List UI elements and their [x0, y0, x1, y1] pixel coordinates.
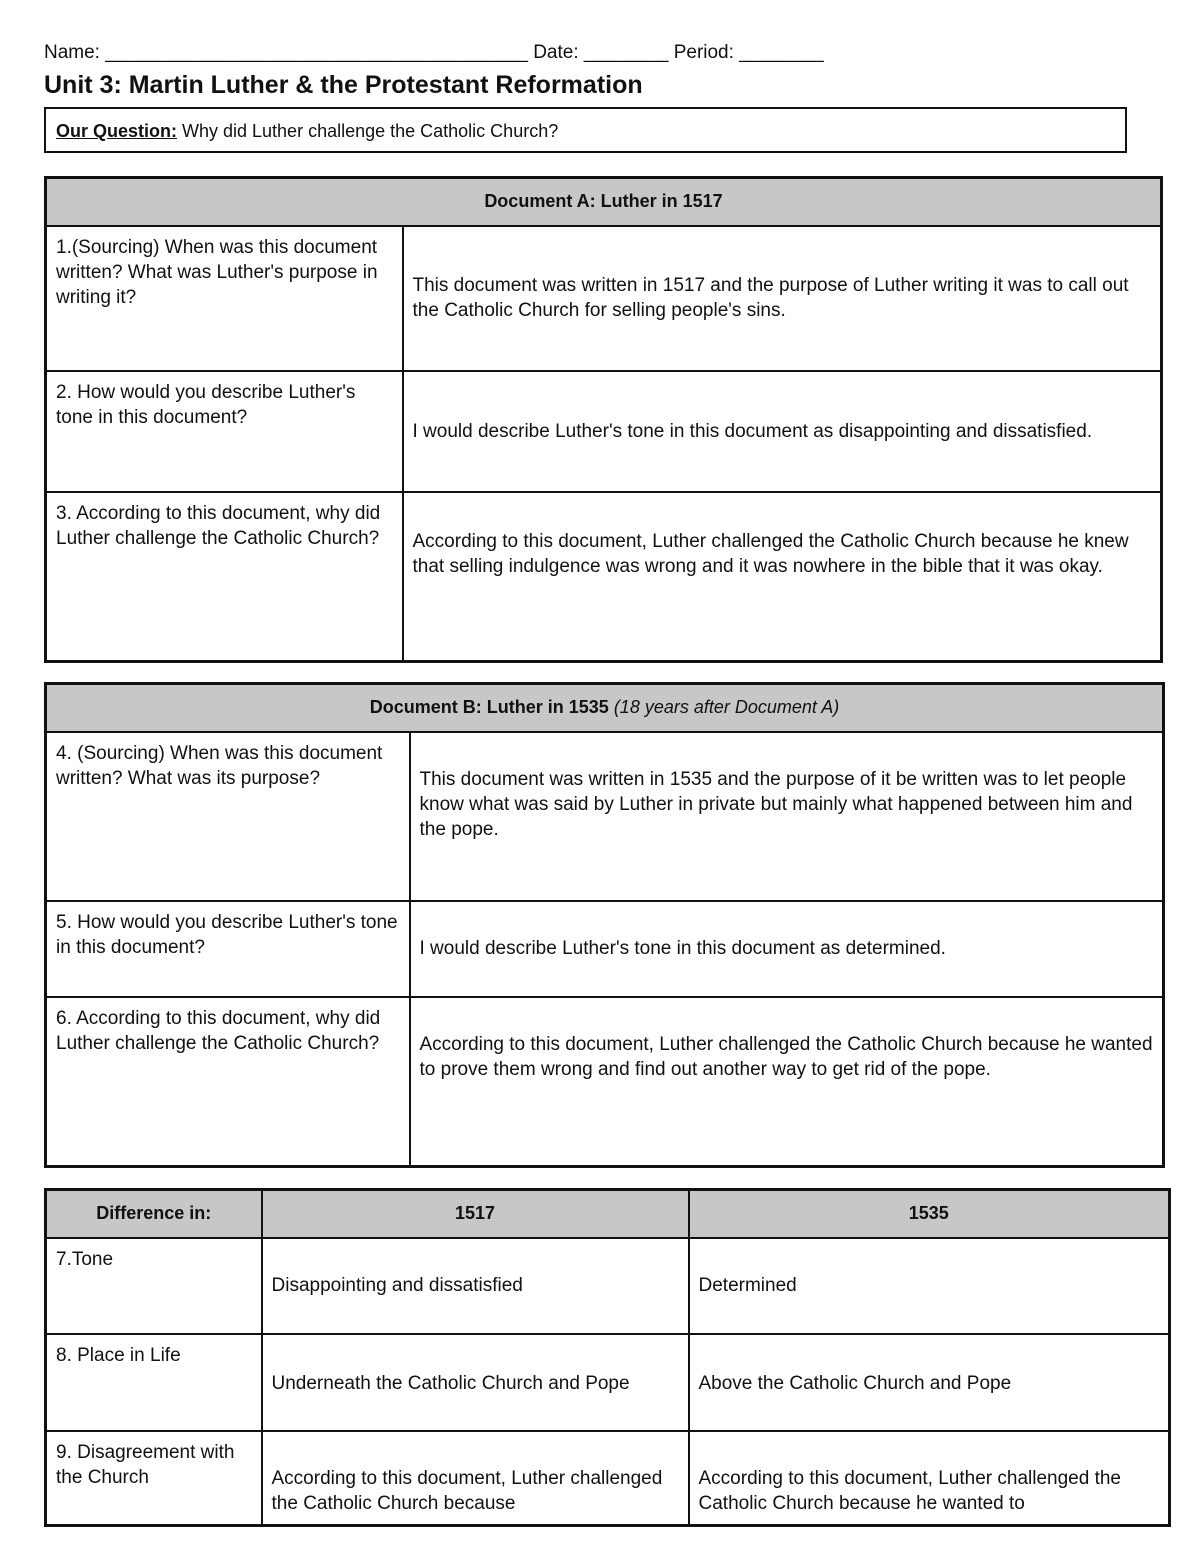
question-text: Why did Luther challenge the Catholic Church?: [177, 121, 559, 141]
name-date-period-line: Name: ________________________________________ Date: ________ Period: ________: [44, 42, 824, 63]
answer-6[interactable]: [410, 997, 1164, 1167]
comparison-table: [44, 1188, 1171, 1527]
question-label: Our Question:: [56, 121, 177, 141]
header-1517: 1517: [262, 1190, 689, 1238]
answer-4-text: This document was written in 1535 and the purpose of it be written was to let people know what was said by Luther in private but mainly what happened between him and the pope.: [419, 768, 1133, 840]
table-row: [46, 997, 1164, 1167]
answer-2-text: I would describe Luther's tone in this document as disappointing and dissatisfied.: [412, 420, 1093, 442]
disagreement-1517[interactable]: [262, 1431, 689, 1526]
disagreement-1535-text: According to this document, Luther challenged the Catholic Church because he wanted to: [698, 1467, 1121, 1514]
answer-4[interactable]: [410, 732, 1164, 901]
disagreement-1535[interactable]: [689, 1431, 1170, 1526]
answer-6-text: According to this document, Luther challenged the Catholic Church because he wanted to prove them wrong and find out another way to get rid of the pope.: [419, 1033, 1153, 1080]
document-b-note: (18 years after Document A): [608, 697, 840, 718]
answer-3[interactable]: [403, 492, 1162, 662]
table-row: [46, 1238, 1170, 1334]
label-tone: 7.Tone: [46, 1238, 262, 1334]
answer-1-text: This document was written in 1517 and the purpose of Luther writing it was to call out the Catholic Church for selling people's sins.: [412, 275, 1129, 321]
disagreement-1517-text: According to this document, Luther challenged the Catholic Church because: [271, 1467, 663, 1514]
document-a-table: [44, 176, 1163, 663]
answer-5-text: I would describe Luther's tone in this document as determined.: [419, 938, 946, 959]
document-a-header: Document A: Luther in 1517: [46, 178, 1162, 226]
place-1535-text: Above the Catholic Church and Pope: [698, 1372, 1012, 1394]
question-4: 4. (Sourcing) When was this document written? What was its purpose?: [46, 732, 410, 901]
question-5: 5. How would you describe Luther's tone in this document?: [46, 901, 410, 997]
answer-1[interactable]: [403, 226, 1162, 371]
page-title: Unit 3: Martin Luther & the Protestant Reformation: [44, 71, 643, 99]
tone-1535-text: Determined: [698, 1274, 797, 1296]
header-difference: Difference in:: [46, 1190, 262, 1238]
table-row: [46, 1431, 1170, 1526]
tone-1517-text: Disappointing and dissatisfied: [271, 1274, 523, 1296]
question-2: 2. How would you describe Luther's tone in this document?: [46, 371, 403, 492]
header-1535: 1535: [689, 1190, 1170, 1238]
answer-5[interactable]: [410, 901, 1164, 997]
table-row: [46, 901, 1164, 997]
place-1535[interactable]: [689, 1334, 1170, 1431]
table-row: [46, 492, 1162, 662]
tone-1535[interactable]: [689, 1238, 1170, 1334]
place-1517-text: Underneath the Catholic Church and Pope: [271, 1372, 630, 1394]
question-6: 6. According to this document, why did Luther challenge the Catholic Church?: [46, 997, 410, 1167]
label-place: 8. Place in Life: [46, 1334, 262, 1431]
place-1517[interactable]: [262, 1334, 689, 1431]
table-row: [46, 1334, 1170, 1431]
answer-2[interactable]: [403, 371, 1162, 492]
table-row: [46, 732, 1164, 901]
question-1: 1.(Sourcing) When was this document written? What was Luther's purpose in writing it?: [46, 226, 403, 371]
answer-3-text: According to this document, Luther challenged the Catholic Church because he knew that selling indulgence was wrong and it was nowhere in the bible that it was okay.: [412, 530, 1129, 577]
our-question-box: [44, 107, 1127, 153]
table-row: [46, 226, 1162, 371]
question-3: 3. According to this document, why did Luther challenge the Catholic Church?: [46, 492, 403, 662]
label-disagreement: 9. Disagreement with the Church: [46, 1431, 262, 1526]
tone-1517[interactable]: [262, 1238, 689, 1334]
document-b-title: Document B: Luther in 1535: [369, 697, 609, 718]
table-row: [46, 371, 1162, 492]
document-b-header: [46, 684, 1164, 732]
document-b-table: [44, 682, 1165, 1168]
